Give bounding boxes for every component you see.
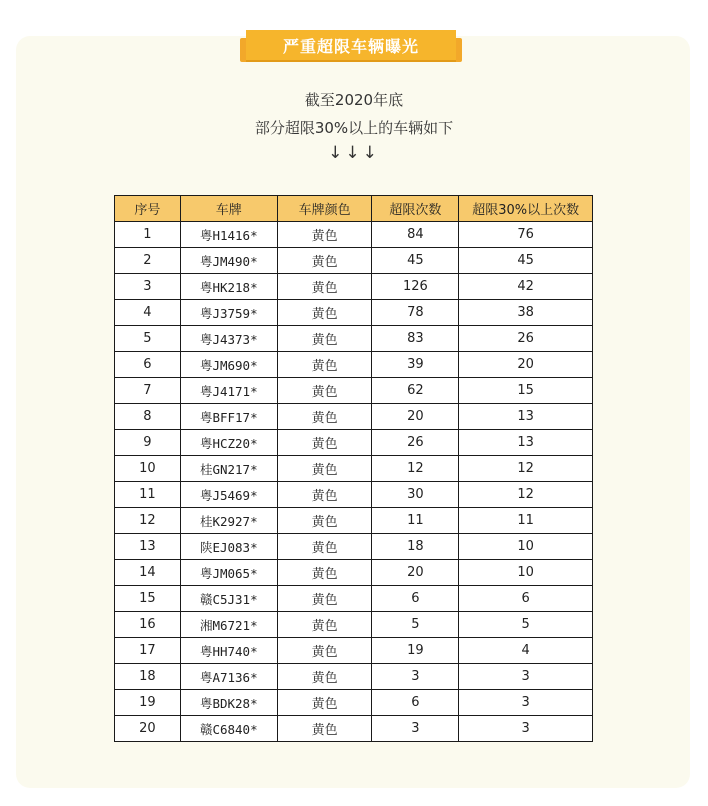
cell-index: 16 xyxy=(115,612,181,638)
cell-plate: 粤BFF17* xyxy=(180,404,277,430)
cell-index: 14 xyxy=(115,560,181,586)
cell-index: 2 xyxy=(115,248,181,274)
cell-overload-count: 19 xyxy=(372,638,459,664)
cell-plate: 桂GN217* xyxy=(180,456,277,482)
table-row xyxy=(115,534,593,560)
cell-overload-30-count: 20 xyxy=(459,352,593,378)
cell-plate-color: 黄色 xyxy=(277,586,372,612)
cell-index: 11 xyxy=(115,482,181,508)
table-row xyxy=(115,612,593,638)
cell-overload-count: 39 xyxy=(372,352,459,378)
cell-plate: 粤J4171* xyxy=(180,378,277,404)
cell-overload-30-count: 4 xyxy=(459,638,593,664)
table-row xyxy=(115,560,593,586)
title-banner xyxy=(240,20,462,64)
table-row xyxy=(115,664,593,690)
cell-plate: 粤HH740* xyxy=(180,638,277,664)
cell-plate-color: 黄色 xyxy=(277,378,372,404)
cell-index: 19 xyxy=(115,690,181,716)
cell-overload-count: 30 xyxy=(372,482,459,508)
cell-plate-color: 黄色 xyxy=(277,560,372,586)
cell-overload-count: 20 xyxy=(372,560,459,586)
cell-overload-30-count: 6 xyxy=(459,586,593,612)
overload-vehicles-table xyxy=(114,195,593,742)
cell-overload-30-count: 45 xyxy=(459,248,593,274)
cell-plate-color: 黄色 xyxy=(277,508,372,534)
cell-overload-count: 45 xyxy=(372,248,459,274)
cell-plate-color: 黄色 xyxy=(277,326,372,352)
table-row xyxy=(115,456,593,482)
cell-index: 8 xyxy=(115,404,181,430)
cell-plate: 粤BDK28* xyxy=(180,690,277,716)
cell-plate: 粤HCZ20* xyxy=(180,430,277,456)
cell-index: 1 xyxy=(115,222,181,248)
cell-overload-count: 84 xyxy=(372,222,459,248)
cell-overload-count: 3 xyxy=(372,664,459,690)
cell-plate: 粤A7136* xyxy=(180,664,277,690)
cell-overload-count: 3 xyxy=(372,716,459,742)
cell-overload-count: 6 xyxy=(372,586,459,612)
cell-plate: 粤J5469* xyxy=(180,482,277,508)
cell-index: 9 xyxy=(115,430,181,456)
intro-date-line: 截至2020年底 xyxy=(304,91,404,109)
header-overload-30-count: 超限30%以上次数 xyxy=(459,196,593,222)
cell-plate-color: 黄色 xyxy=(277,534,372,560)
cell-index: 5 xyxy=(115,326,181,352)
cell-index: 6 xyxy=(115,352,181,378)
cell-overload-count: 6 xyxy=(372,690,459,716)
cell-plate-color: 黄色 xyxy=(277,248,372,274)
cell-overload-30-count: 5 xyxy=(459,612,593,638)
cell-plate-color: 黄色 xyxy=(277,456,372,482)
table-row xyxy=(115,716,593,742)
table-row xyxy=(115,690,593,716)
table-row xyxy=(115,300,593,326)
down-arrows-icon: ↓↓↓ xyxy=(328,143,380,163)
table-row xyxy=(115,248,593,274)
cell-overload-30-count: 13 xyxy=(459,404,593,430)
cell-plate-color: 黄色 xyxy=(277,690,372,716)
cell-overload-30-count: 13 xyxy=(459,430,593,456)
cell-plate: 粤JM490* xyxy=(180,248,277,274)
cell-plate: 粤JM065* xyxy=(180,560,277,586)
cell-index: 10 xyxy=(115,456,181,482)
intro-description-line: 部分超限30%以上的车辆如下 xyxy=(254,119,454,137)
cell-overload-30-count: 12 xyxy=(459,456,593,482)
cell-overload-count: 11 xyxy=(372,508,459,534)
cell-overload-30-count: 10 xyxy=(459,560,593,586)
table-row xyxy=(115,586,593,612)
cell-plate: 粤HK218* xyxy=(180,274,277,300)
header-plate-color: 车牌颜色 xyxy=(277,196,372,222)
cell-overload-30-count: 11 xyxy=(459,508,593,534)
table-row xyxy=(115,508,593,534)
cell-plate-color: 黄色 xyxy=(277,482,372,508)
cell-plate: 湘M6721* xyxy=(180,612,277,638)
table-row xyxy=(115,430,593,456)
cell-overload-30-count: 42 xyxy=(459,274,593,300)
table-row xyxy=(115,404,593,430)
cell-overload-count: 18 xyxy=(372,534,459,560)
table-header-row xyxy=(115,196,593,222)
header-plate: 车牌 xyxy=(180,196,277,222)
cell-plate: 粤J4373* xyxy=(180,326,277,352)
cell-plate-color: 黄色 xyxy=(277,222,372,248)
cell-overload-count: 83 xyxy=(372,326,459,352)
banner-title: 严重超限车辆曝光 xyxy=(246,30,456,60)
cell-overload-30-count: 10 xyxy=(459,534,593,560)
cell-overload-count: 26 xyxy=(372,430,459,456)
cell-overload-count: 5 xyxy=(372,612,459,638)
cell-overload-30-count: 15 xyxy=(459,378,593,404)
table-row xyxy=(115,378,593,404)
cell-plate: 桂K2927* xyxy=(180,508,277,534)
table-row xyxy=(115,638,593,664)
cell-plate: 粤JM690* xyxy=(180,352,277,378)
cell-plate: 粤J3759* xyxy=(180,300,277,326)
cell-plate-color: 黄色 xyxy=(277,352,372,378)
cell-index: 17 xyxy=(115,638,181,664)
cell-overload-count: 12 xyxy=(372,456,459,482)
cell-plate-color: 黄色 xyxy=(277,274,372,300)
cell-index: 18 xyxy=(115,664,181,690)
cell-plate: 赣C5J31* xyxy=(180,586,277,612)
cell-overload-count: 78 xyxy=(372,300,459,326)
cell-index: 13 xyxy=(115,534,181,560)
cell-overload-30-count: 76 xyxy=(459,222,593,248)
header-index: 序号 xyxy=(115,196,181,222)
cell-overload-30-count: 26 xyxy=(459,326,593,352)
cell-index: 20 xyxy=(115,716,181,742)
cell-index: 15 xyxy=(115,586,181,612)
cell-index: 12 xyxy=(115,508,181,534)
cell-plate-color: 黄色 xyxy=(277,664,372,690)
table-row xyxy=(115,222,593,248)
cell-plate: 粤H1416* xyxy=(180,222,277,248)
cell-plate: 陕EJ083* xyxy=(180,534,277,560)
cell-plate-color: 黄色 xyxy=(277,404,372,430)
cell-overload-30-count: 3 xyxy=(459,716,593,742)
table-row xyxy=(115,326,593,352)
cell-overload-30-count: 12 xyxy=(459,482,593,508)
cell-overload-count: 126 xyxy=(372,274,459,300)
cell-overload-30-count: 3 xyxy=(459,690,593,716)
table-row xyxy=(115,352,593,378)
cell-plate-color: 黄色 xyxy=(277,638,372,664)
cell-overload-count: 62 xyxy=(372,378,459,404)
cell-plate-color: 黄色 xyxy=(277,300,372,326)
cell-plate-color: 黄色 xyxy=(277,612,372,638)
cell-plate: 赣C6840* xyxy=(180,716,277,742)
table-row xyxy=(115,274,593,300)
cell-plate-color: 黄色 xyxy=(277,430,372,456)
cell-index: 3 xyxy=(115,274,181,300)
cell-overload-30-count: 38 xyxy=(459,300,593,326)
header-overload-count: 超限次数 xyxy=(372,196,459,222)
cell-index: 7 xyxy=(115,378,181,404)
cell-overload-count: 20 xyxy=(372,404,459,430)
cell-index: 4 xyxy=(115,300,181,326)
cell-overload-30-count: 3 xyxy=(459,664,593,690)
table-row xyxy=(115,482,593,508)
cell-plate-color: 黄色 xyxy=(277,716,372,742)
